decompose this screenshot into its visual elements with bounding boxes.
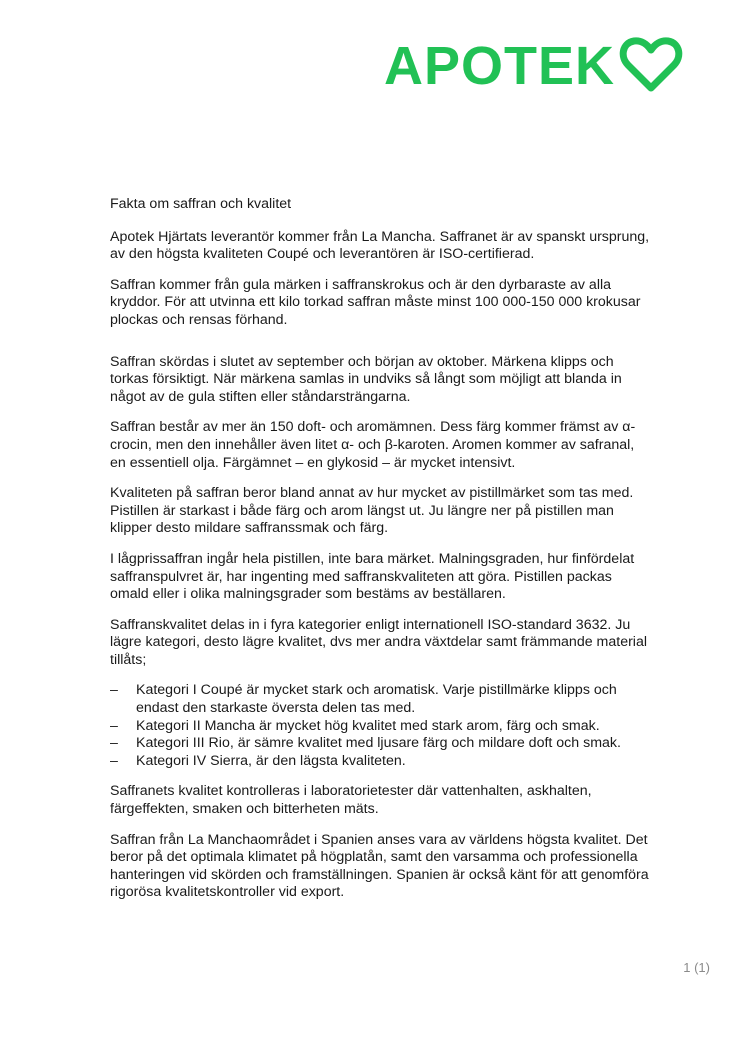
category-name: Kategori IV Sierra xyxy=(136,752,248,769)
category-text: är mycket stark och aromatisk. Varje pistillmärke klipps och endast den starkaste översta delen tas med. xyxy=(136,682,617,717)
paragraph-la-mancha: Saffran från La Manchaområdet i Spanien anses vara av världens högsta kvalitet. Det beror på det optimala klimatet på högplatån, samt den varsamma och professionella hanteringen vid skörden och framställningen. Spanien är också känt för att genomföra rigorösa kvalitetskontroller vid export. xyxy=(110,831,649,901)
document-title: Fakta om saffran och kvalitet xyxy=(110,196,292,212)
paragraph-lab-tests: Saffranets kvalitet kontrolleras i laboratorietester där vattenhalten, askhalten, färgeffekten, smaken och bitterheten mäts. xyxy=(110,783,592,818)
paragraph-origin: Saffran kommer från gula märken i saffranskrokus och är den dyrbaraste av alla kryddor. För att utvinna ett kilo torkad saffran måste minst 100 000-150 000 krokusar plockas och rensas förhand. xyxy=(110,276,641,328)
list-dash: – xyxy=(110,717,118,734)
paragraph-categories-intro: Saffranskvalitet delas in i fyra kategorier enligt internationell ISO-standard 3632. Ju lägre kategori, desto lägre kvalitet, dvs mer andra växtdelar samt främmande material tillåts; xyxy=(110,616,647,668)
paragraph-harvest: Saffran skördas i slutet av september och början av oktober. Märkena klipps och torkas försiktigt. När märkena samlas in undviks så långt som möjligt att blanda in något av de gula stiften eller ståndarsträngarna. xyxy=(110,353,622,405)
heart-outline-icon xyxy=(619,34,683,99)
list-dash: – xyxy=(110,752,118,769)
list-item xyxy=(110,718,650,736)
document-body xyxy=(110,196,650,915)
category-name: Kategori III Rio xyxy=(136,735,230,752)
category-text: , är den lägsta kvaliteten. xyxy=(247,752,406,769)
category-name: Kategori I Coupé xyxy=(136,682,243,699)
list-item xyxy=(110,735,650,753)
category-list xyxy=(110,682,650,770)
list-dash: – xyxy=(110,682,118,699)
paragraph-quality: Kvaliteten på saffran beror bland annat av hur mycket av pistillmärket som tas med. Pistillen är starkast i både färg och arom längst ut. Ju längre ner på pistillen man klipper desto mildare saffranssmak och färg. xyxy=(110,485,634,537)
paragraph-low-price: I lågprissaffran ingår hela pistillen, inte bara märket. Malningsgraden, hur finfördelat saffranspulvret är, har ingenting med saffranskvaliteten att göra. Pistillen packas omald eller i olika malningsgrader som bestäms av beställaren. xyxy=(110,550,635,603)
logo-wordmark: APOTEK xyxy=(384,36,616,96)
list-item xyxy=(110,753,650,771)
apotek-logo xyxy=(384,34,714,98)
list-dash: – xyxy=(110,735,118,752)
category-text: är mycket hög kvalitet med stark arom, färg och smak. xyxy=(255,717,600,734)
paragraph-supplier: Apotek Hjärtats leverantör kommer från La Mancha. Saffranet är av spanskt ursprung, av den högsta kvaliteten Coupé och leverantören är ISO-certifierad. xyxy=(110,228,650,263)
list-item xyxy=(110,682,650,717)
category-name: Kategori II Mancha xyxy=(136,717,256,734)
category-text: , är sämre kvalitet med ljusare färg och mildare doft och smak. xyxy=(229,735,621,752)
paragraph-composition: Saffran består av mer än 150 doft- och aromämnen. Dess färg kommer främst av α-crocin, men den innehåller även litet α- och β-karoten. Aromen kommer av safranal, en essentiell olja. Färgämnet – en glykosid – är mycket intensivt. xyxy=(110,419,636,471)
page-number: 1 (1) xyxy=(683,960,710,975)
